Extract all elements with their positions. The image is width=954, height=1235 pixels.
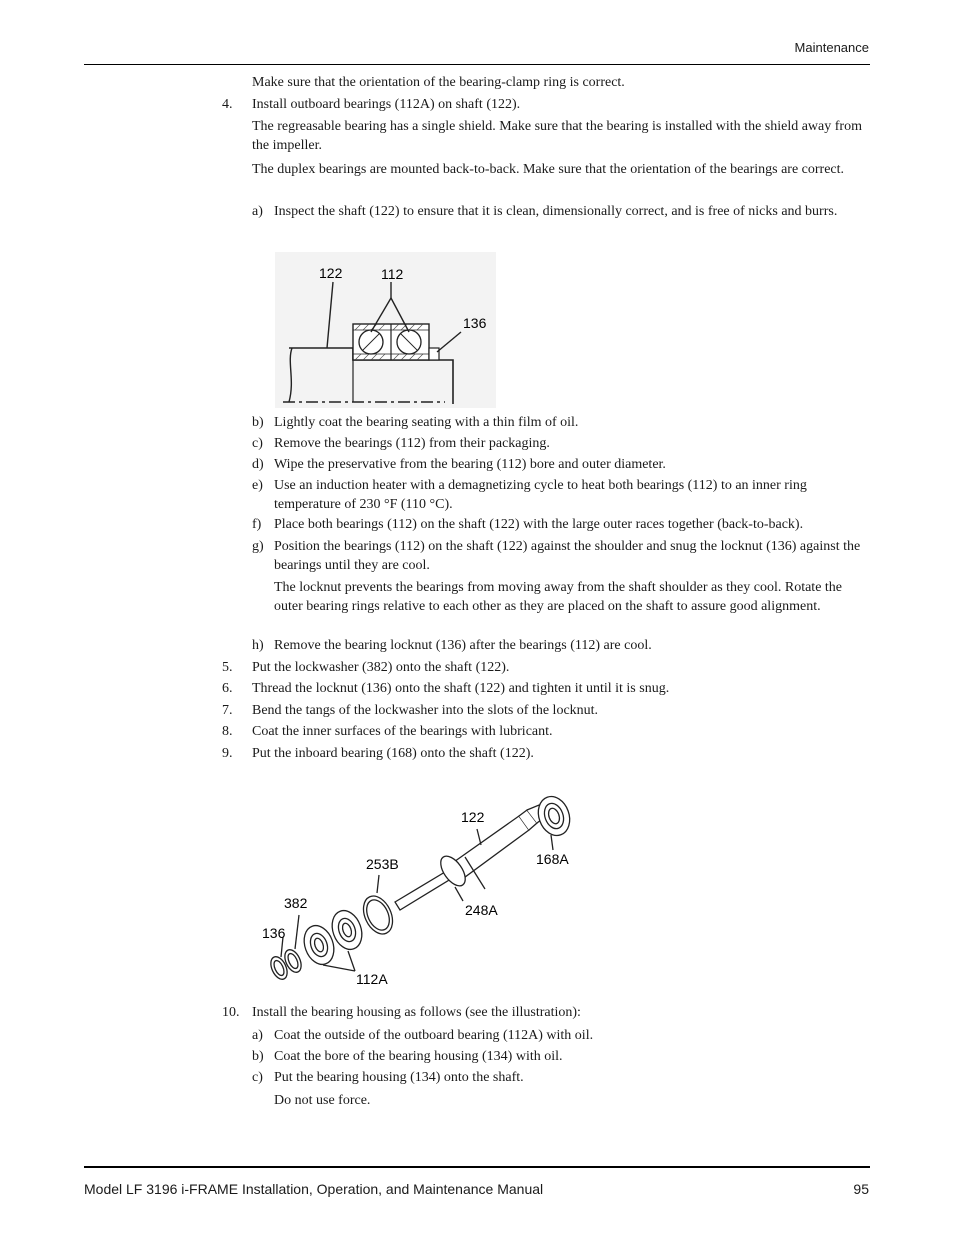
step-8-number: 8.: [222, 724, 233, 739]
substep-10b-letter: b): [252, 1049, 264, 1064]
step-10-number: 10.: [222, 1005, 240, 1020]
substep-10a-letter: a): [252, 1028, 263, 1043]
substep-4h-text: Remove the bearing locknut (136) after the bearings (112) are cool.: [274, 638, 652, 653]
substep-4h-letter: h): [252, 638, 264, 653]
substep-4e-letter: e): [252, 478, 263, 493]
header-section-title: Maintenance: [794, 40, 869, 55]
step-6-number: 6.: [222, 681, 233, 696]
locknut-shape: [429, 348, 439, 360]
substep-4d-letter: d): [252, 457, 264, 472]
clamp-ring: [358, 891, 398, 938]
intro-text: Make sure that the orientation of the bearing-clamp ring is correct.: [252, 75, 625, 90]
step-4-note-duplex: The duplex bearings are mounted back-to-back. Make sure that the orientation of the bearings are correct.: [252, 162, 845, 177]
step-9-number: 9.: [222, 746, 233, 761]
label-shaft: 122: [319, 265, 343, 281]
substep-4e-text: Use an induction heater with a demagnetizing cycle to heat both bearings (112) to an inner ring temperature of 230 °F (110 °C).: [274, 478, 807, 512]
step-4-note-shield: The regreasable bearing has a single shield. Make sure that the bearing is installed with the shield away from the impeller.: [252, 119, 862, 153]
footer-manual-title: Model LF 3196 i-FRAME Installation, Operation, and Maintenance Manual: [84, 1181, 544, 1197]
label-locknut-136: 136: [262, 925, 286, 941]
substep-4c-letter: c): [252, 436, 263, 451]
label-clamp-253b: 253B: [366, 856, 399, 872]
substep-4b-letter: b): [252, 415, 264, 430]
substep-4c-text: Remove the bearings (112) from their packaging.: [274, 436, 550, 451]
label-bearings: 112: [381, 266, 404, 282]
substep-10c-letter: c): [252, 1070, 263, 1085]
step-4-number: 4.: [222, 97, 233, 112]
substep-4b-text: Lightly coat the bearing seating with a thin film of oil.: [274, 415, 579, 430]
substep-4f-letter: f): [252, 517, 262, 532]
substep-4a-text: Inspect the shaft (122) to ensure that it is clean, dimensionally correct, and is free of nicks and burrs.: [274, 204, 838, 219]
label-inboard-168a: 168A: [536, 851, 569, 867]
label-lockwasher-382: 382: [284, 895, 308, 911]
step-10-text: Install the bearing housing as follows (see the illustration):: [252, 1005, 581, 1020]
step-5-text: Put the lockwasher (382) onto the shaft (122).: [252, 660, 510, 675]
step-7-number: 7.: [222, 703, 233, 718]
substep-10b-text: Coat the bore of the bearing housing (134) with oil.: [274, 1049, 563, 1064]
page-number: 95: [853, 1181, 869, 1197]
header-rule: [84, 64, 870, 65]
step-4-text: Install outboard bearings (112A) on shaft (122).: [252, 97, 521, 112]
substep-4f-text: Place both bearings (112) on the shaft (122) with the large outer races together (back-to-back).: [274, 517, 804, 532]
substep-4g-note: The locknut prevents the bearings from moving away from the shaft shoulder as they cool. Rotate the outer bearing rings relative to each other as they are placed on the shaft to assure good alignment.: [274, 580, 843, 614]
label-ring-248a: 248A: [465, 902, 498, 918]
substep-10c-note: Do not use force.: [274, 1093, 371, 1108]
step-6-text: Thread the locknut (136) onto the shaft (122) and tighten it until it is snug.: [252, 681, 670, 696]
substep-10a-text: Coat the outside of the outboard bearing (112A) with oil.: [274, 1028, 594, 1043]
locknut: [268, 954, 291, 982]
inboard-bearing: [533, 792, 575, 840]
substep-4g-letter: g): [252, 539, 264, 554]
substep-10c-text: Put the bearing housing (134) onto the shaft.: [274, 1070, 524, 1085]
step-8-text: Coat the inner surfaces of the bearings with lubricant.: [252, 724, 553, 739]
substep-4a-letter: a): [252, 204, 263, 219]
label-shaft-122: 122: [461, 809, 485, 825]
lockwasher: [282, 947, 305, 975]
label-locknut: 136: [463, 315, 487, 331]
label-outboard-112a: 112A: [356, 971, 388, 987]
step-7-text: Bend the tangs of the lockwasher into the slots of the locknut.: [252, 703, 599, 718]
figure-duplex-bearings: [275, 252, 496, 408]
figure-shaft-assembly: [255, 785, 595, 995]
step-9-text: Put the inboard bearing (168) onto the shaft (122).: [252, 746, 534, 761]
substep-4d-text: Wipe the preservative from the bearing (112) bore and outer diameter.: [274, 457, 666, 472]
footer-rule: [84, 1166, 870, 1168]
step-5-number: 5.: [222, 660, 233, 675]
substep-4g-text: Position the bearings (112) on the shaft (122) against the shoulder and snug the locknut (136) against the bearings until they are cool.: [274, 539, 861, 573]
